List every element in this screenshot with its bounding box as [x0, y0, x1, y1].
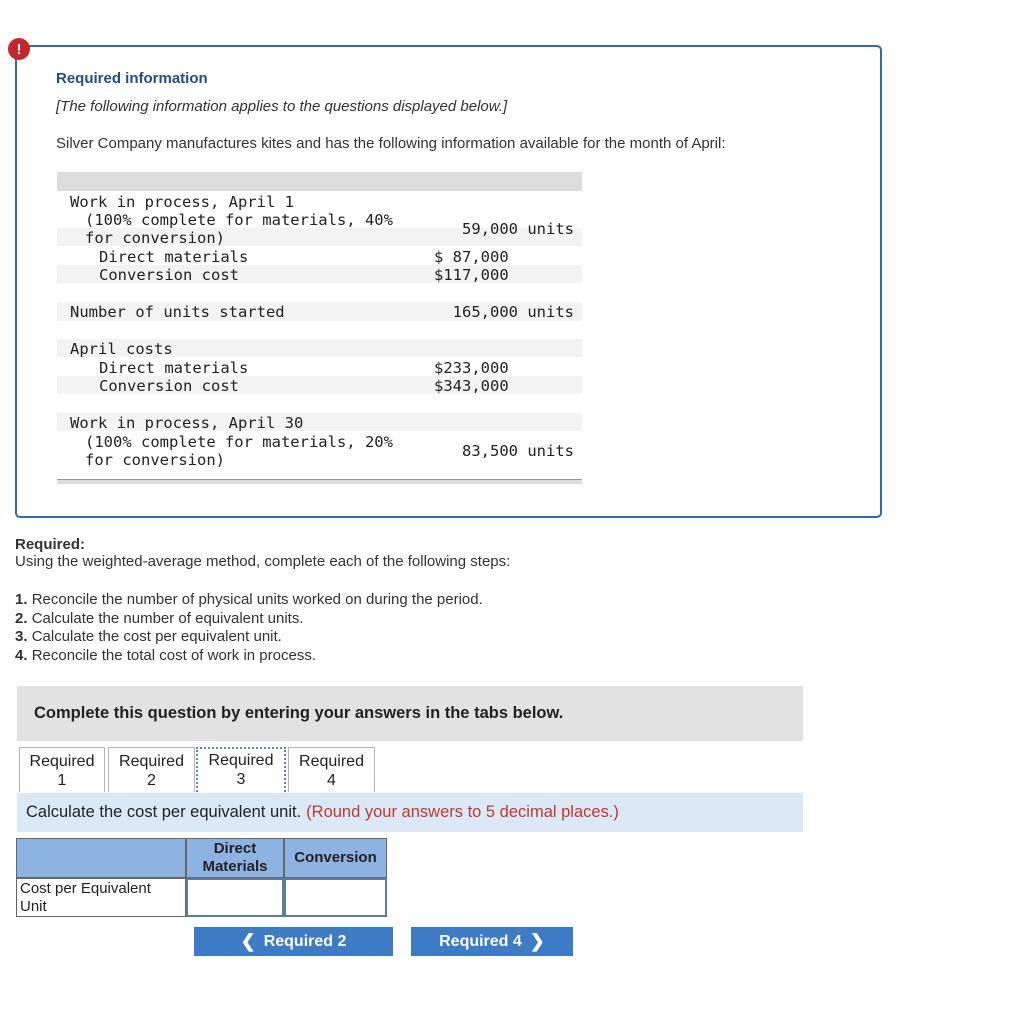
conversion-cost-input[interactable]	[284, 878, 387, 917]
required-heading: Required:	[15, 536, 86, 553]
wip-april1-label: Work in process, April 1	[70, 193, 294, 211]
units-started-value: 165,000 units	[452, 303, 574, 321]
direct-materials-cost-input[interactable]	[186, 878, 284, 917]
answer-table-corner	[16, 838, 186, 878]
wip-conversion-cost-value: $117,000	[434, 266, 509, 284]
row-label-cost-per-equivalent-unit: Cost per Equivalent Unit	[16, 878, 186, 917]
tab-required-2[interactable]: Required 2	[108, 747, 195, 792]
column-header-direct-materials: Direct Materials	[186, 838, 284, 878]
company-intro: Silver Company manufactures kites and has the following information available for the month of April:	[56, 135, 726, 152]
tab-required-4[interactable]: Required 4	[288, 747, 375, 792]
list-item: 3. Calculate the cost per equivalent unit.	[15, 628, 282, 645]
wip-conversion-cost-label: Conversion cost	[99, 266, 239, 284]
chevron-right-icon: ❯	[529, 931, 545, 951]
required-information-panel	[15, 45, 882, 518]
information-note: [The following information applies to the questions displayed below.]	[56, 98, 508, 115]
instruction-banner: Complete this question by entering your answers in the tabs below.	[17, 686, 803, 741]
wip-april1-detail: (100% complete for materials, 40%	[85, 211, 393, 229]
wip-april30-units: 83,500 units	[462, 442, 574, 460]
wip-april30-detail: for conversion)	[85, 451, 225, 469]
units-started-label: Number of units started	[70, 303, 285, 321]
april-direct-materials-label: Direct materials	[99, 359, 249, 377]
rounding-hint: (Round your answers to 5 decimal places.)	[306, 803, 619, 821]
required-information-title: Required information	[56, 70, 208, 87]
column-header-conversion: Conversion	[284, 838, 387, 878]
previous-required-button[interactable]	[194, 927, 393, 956]
production-data-table	[57, 172, 582, 484]
alert-icon: !	[8, 38, 30, 60]
wip-april1-units: 59,000 units	[462, 220, 574, 238]
tab-required-1[interactable]: Required 1	[19, 747, 105, 792]
wip-april30-label: Work in process, April 30	[70, 414, 304, 432]
april-direct-materials-value: $233,000	[434, 359, 509, 377]
instruction-text: Calculate the cost per equivalent unit.	[26, 803, 302, 821]
previous-required-label: Required 2	[263, 932, 347, 950]
wip-april1-detail: for conversion)	[85, 229, 225, 247]
required-section	[15, 536, 510, 570]
april-conversion-cost-value: $343,000	[434, 377, 509, 395]
april-conversion-cost-label: Conversion cost	[99, 377, 239, 395]
wip-april30-detail: (100% complete for materials, 20%	[85, 433, 393, 451]
list-item: 2. Calculate the number of equivalent units.	[15, 609, 304, 627]
steps-list	[15, 591, 483, 665]
tab-required-3[interactable]: Required 3	[196, 747, 286, 792]
tab-instruction-bar	[17, 793, 803, 832]
table-footer-band	[57, 479, 582, 484]
list-item: 1. Reconcile the number of physical units worked on during the period.	[15, 591, 483, 608]
next-required-label: Required 4	[439, 932, 522, 950]
required-text: Using the weighted-average method, complete each of the following steps:	[15, 553, 511, 570]
list-item: 4. Reconcile the total cost of work in process.	[15, 646, 316, 664]
wip-direct-materials-value: $ 87,000	[434, 248, 509, 266]
next-required-button[interactable]	[411, 927, 573, 956]
wip-direct-materials-label: Direct materials	[99, 248, 249, 266]
april-costs-label: April costs	[70, 340, 173, 358]
chevron-left-icon: ❮	[240, 931, 256, 951]
table-header-band	[57, 172, 582, 191]
